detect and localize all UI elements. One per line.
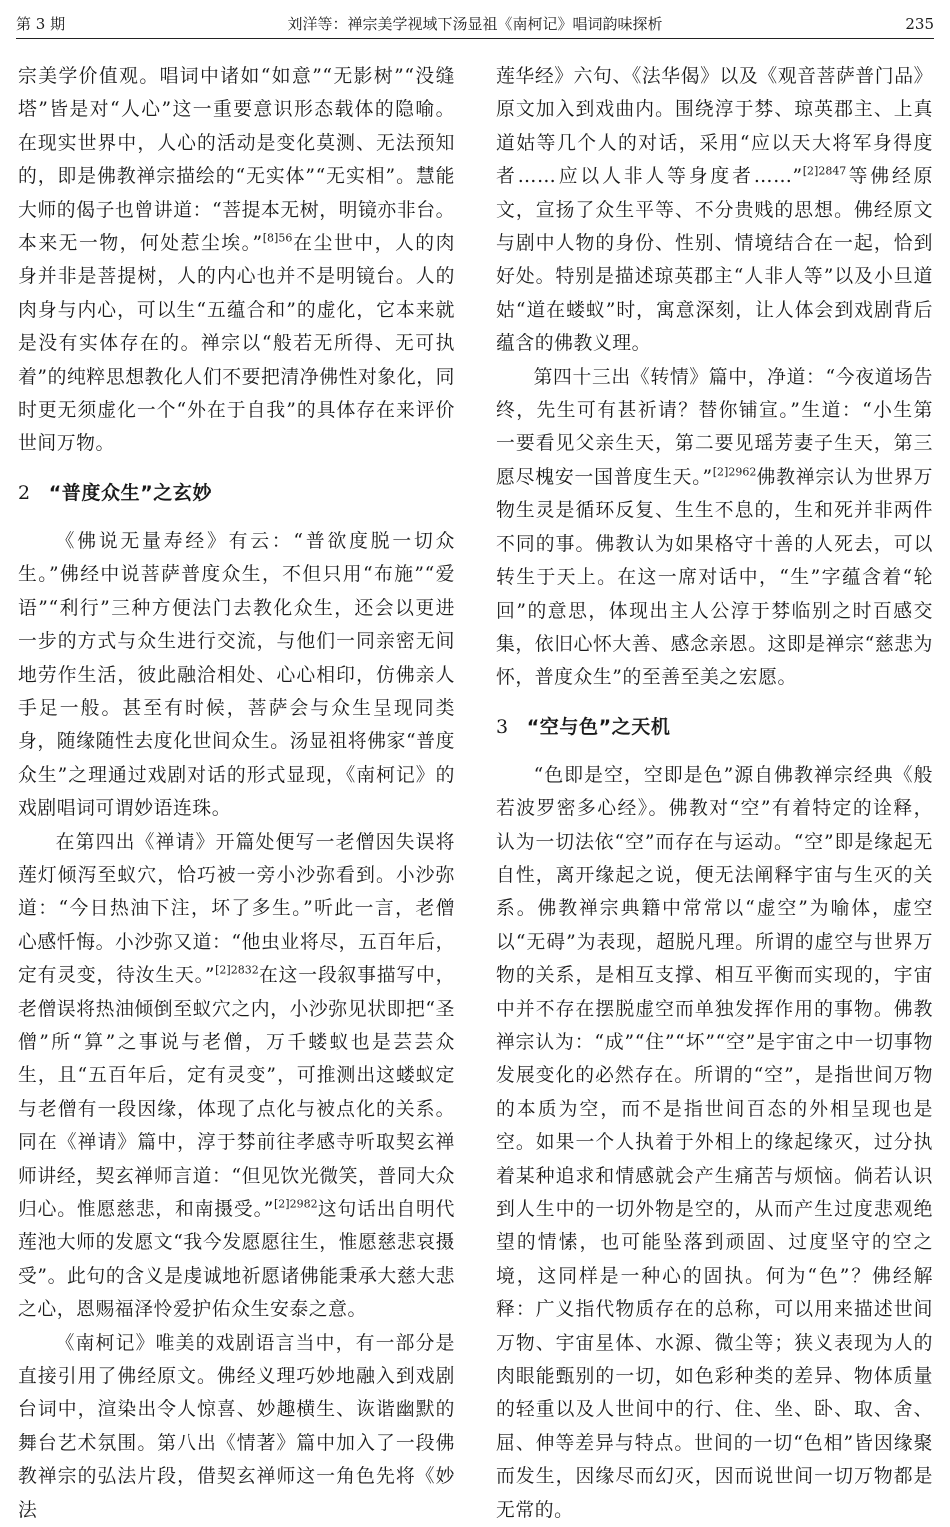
paragraph-text: 佛教禅宗认为世界万物生灵是循环反复、生生不息的，生和死并非两件不同的事。佛教认为如果格守十善的人死去，可以转生于天上。在这一席对话中，“生”字蕴含着“轮回”的意思，体现出主人公淳于棼临别之时百感交集，依旧心怀大善、感念亲恩。这即是禅宗“慈悲为怀，普度众生”的至善至美之宏愿。	[496, 466, 934, 689]
paragraph-text: 莲华经》六句、《法华偈》以及《观音菩萨普门品》原文加入到戏曲内。围绕淳于棼、琼英郡主、上真道姑等几个人的对话，采用“应以天大将军身得度者……应以人非人等身度者……”	[496, 66, 933, 188]
citation-ref: [8]56	[262, 231, 293, 245]
paragraph-text: 第四十三出《转情》篇中，净道：“今夜道场告终，先生可有甚祈请？替你铺宣。”生道：“小生第一要看见父亲生天，第二要见瑶芳妻子生天，第三愿尽槐安一国普度生天。”	[496, 366, 933, 488]
paragraph: “色即是空，空即是色”源自佛教禅宗经典《般若波罗密多心经》。佛教对“空”有着特定的诠释，认为一切法依“空”而存在与运动。“空”即是缘起无自性，离开缘起之说，便无法阐释宇宙与生灭的关系。佛教禅宗典籍中常常以“虚空”为喻体，虚空以“无碍”为表现，超脱凡理。所谓的虚空与世界万物的关系，是相互支撑、相互平衡而实现的，宇宙中并不存在摆脱虚空而单独发挥作用的事物。佛教禅宗认为：“成”“住”“坏”“空”是宇宙之中一切事物发展变化的必然存在。所谓的“空”，是指世间万物的本质为空，而不是指世间百态的外相呈现也是空。如果一个人执着于外相上的缘起缘灭，过分执着某种追求和情感就会产生痛苦与烦恼。倘若认识到人生中的一切外物是空的，从而产生过度悲观绝望的情愫，也可能坠落到顽固、过度坚守的空之境，这同样是一种心的固执。何为“色”？佛经解释：广义指代物质存在的总称，可以用来描述世间万物、宇宙星体、水源、微尘等；狭义表现为人的肉眼能甄别的一切，如色彩种类的差异、物体质量的轻重以及人世间中的行、住、坐、卧、取、舍、屈、伸等差异与特点。世间的一切“色相”皆因缘聚而发生，因缘尽而幻灭，因而说世间一切万物都是无常的。	[496, 764, 933, 1521]
paragraph-text: 在这一段叙事描写中，老僧误将热油倾倒至蚁穴之内，小沙弥见状即把“圣僧”所“算”之事说与老僧，万千蝼蚁也是芸芸众生，且“五百年后，定有灵变”，可推测出这蝼蚁定与老僧有一段因缘，体现了点化与被点化的关系。同在《禅请》篇中，淳于棼前往孝感寺听取契玄禅师讲经，契玄禅师言道：“但见饮光微笑，普同大众归心。惟愿慈悲，和南摄受。”	[18, 965, 456, 1220]
page-number: 235	[905, 15, 934, 33]
paragraph-text: 在尘世中，人的肉身并非是菩提树，人的内心也并不是明镜台。人的肉身与内心，可以生“五蕴合和”的虚化，它本来就是没有实体存在的。禅宗以“般若无所得、无可执着”的纯粹思想教化人们不要把清净佛性对象化，同时更无须虚化一个“外在于自我”的具体存在来评价世间万物。	[18, 233, 455, 455]
citation-ref: [2]2982	[274, 1197, 318, 1211]
right-column	[496, 60, 933, 1527]
citation-ref: [2]2832	[215, 963, 259, 977]
left-column	[18, 60, 455, 1527]
paragraph	[496, 60, 933, 361]
section-title: “空与色”之天机	[526, 715, 671, 738]
running-header	[16, 10, 934, 39]
paragraph-text: 宗美学价值观。唱词中诸如“如意”“无影树”“没缝塔”皆是对“人心”这一重要意识形态载体的隐喻。在现实世界中，人心的活动是变化莫测、无法预知的，即是佛教禅宗描绘的“无实体”“无实相”。慧能大师的偈子也曾讲道：“菩提本无树，明镜亦非台。本来无一物，何处惹尘埃。”	[18, 66, 455, 255]
paragraph: 《佛说无量寿经》有云：“普欲度脱一切众生。”佛经中说菩萨普度众生，不但只用“布施”“爱语”“利行”三种方便法门去教化众生，还会以更进一步的方式与众生进行交流，与他们一同亲密无间地劳作生活，彼此融洽相处、心心相印，仿佛亲人手足一般。甚至有时候，菩萨会与众生呈现同类身，随缘随性去度化世间众生。汤显祖将佛家“普度众生”之理通过戏剧对话的形式显现，《南柯记》的戏剧唱词可谓妙语连珠。	[18, 530, 455, 820]
section-number: 3	[496, 715, 509, 738]
paragraph-text: 等佛经原文，宣扬了众生平等、不分贵贱的思想。佛经原文与剧中人物的身份、性别、情境结合在一起，恰到好处。特别是描述琼英郡主“人非人等”以及小旦道姑“道在蝼蚁”时，寓意深刻，让人体会到戏剧背后蕴含的佛教义理。	[496, 166, 933, 355]
section-heading-3	[496, 709, 933, 745]
paragraph-text: 这句话出自明代莲池大师的发愿文“我今发愿愿往生，惟愿慈悲哀摄受”。此句的含义是虔诚地祈愿诸佛能秉承大慈大悲之心，恩赐福泽怜爱护佑众生安泰之意。	[18, 1199, 456, 1321]
paragraph	[18, 826, 455, 1327]
paragraph	[496, 361, 933, 695]
section-number: 2	[18, 481, 31, 504]
issue-number: 第 3 期	[16, 15, 66, 33]
running-title: 刘洋等：禅宗美学视域下汤显祖《南柯记》唱词韵味探析	[287, 15, 663, 33]
paragraph-text: 在第四出《禅请》开篇处便写一老僧因失误将莲灯倾泻至蚁穴，恰巧被一旁小沙弥看到。小沙弥道：“今日热油下注，坏了多生。”听此一言，老僧心感忏悔。小沙弥又道：“他虫业将尽，五百年后，定有灵变，待汝生天。”	[18, 831, 455, 987]
citation-ref: [2]2847	[802, 164, 847, 178]
section-title: “普度众生”之玄妙	[48, 481, 213, 504]
citation-ref: [2]2962	[712, 465, 757, 479]
paragraph: 《南柯记》唯美的戏剧语言当中，有一部分是直接引用了佛经原文。佛经义理巧妙地融入到戏剧台词中，渲染出令人惊喜、妙趣横生、诙谐幽默的舞台艺术氛围。第八出《情著》篇中加入了一段佛教禅宗的弘法片段，借契玄禅师这一角色先将《妙法	[18, 1332, 455, 1521]
paragraph	[18, 60, 455, 461]
section-heading-2	[18, 475, 455, 511]
